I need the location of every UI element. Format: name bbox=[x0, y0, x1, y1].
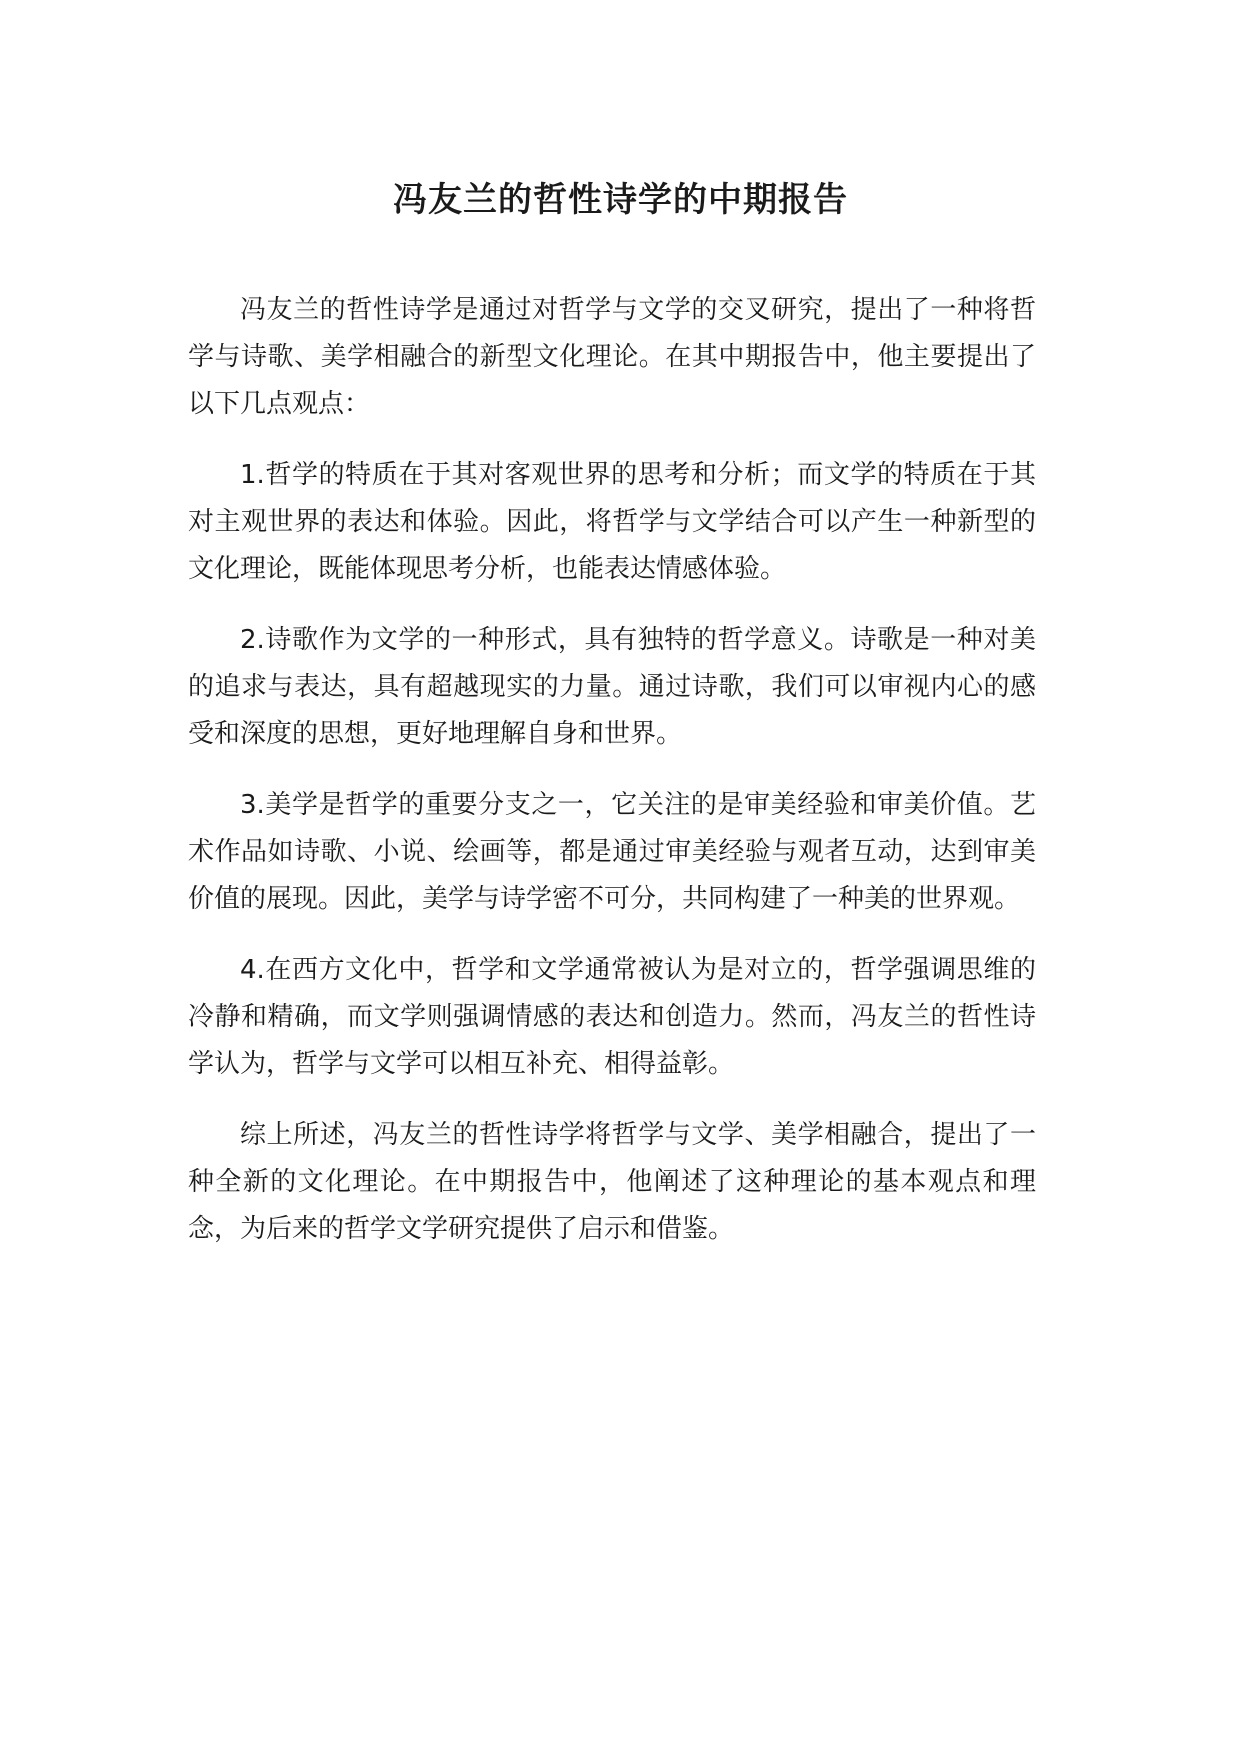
point-1-paragraph: 1.哲学的特质在于其对客观世界的思考和分析；而文学的特质在于其对主观世界的表达和体验。因此，将哲学与文学结合可以产生一种新型的文化理论，既能体现思考分析，也能表达情感体验。 bbox=[188, 460, 1036, 584]
document-body bbox=[188, 287, 1036, 1277]
point-2-paragraph: 2.诗歌作为文学的一种形式，具有独特的哲学意义。诗歌是一种对美的追求与表达，具有超越现实的力量。通过诗歌，我们可以审视内心的感受和深度的思想，更好地理解自身和世界。 bbox=[188, 625, 1036, 749]
intro-paragraph: 冯友兰的哲性诗学是通过对哲学与文学的交叉研究，提出了一种将哲学与诗歌、美学相融合的新型文化理论。在其中期报告中，他主要提出了以下几点观点： bbox=[188, 295, 1036, 419]
conclusion-paragraph: 综上所述，冯友兰的哲性诗学将哲学与文学、美学相融合，提出了一种全新的文化理论。在中期报告中，他阐述了这种理论的基本观点和理念，为后来的哲学文学研究提供了启示和借鉴。 bbox=[188, 1120, 1036, 1244]
point-4-paragraph: 4.在西方文化中，哲学和文学通常被认为是对立的，哲学强调思维的冷静和精确，而文学则强调情感的表达和创造力。然而，冯友兰的哲性诗学认为，哲学与文学可以相互补充、相得益彰。 bbox=[188, 955, 1036, 1079]
point-3-paragraph: 3.美学是哲学的重要分支之一，它关注的是审美经验和审美价值。艺术作品如诗歌、小说、绘画等，都是通过审美经验与观者互动，达到审美价值的展现。因此，美学与诗学密不可分，共同构建了一种美的世界观。 bbox=[188, 790, 1036, 914]
document-title: 冯友兰的哲性诗学的中期报告 bbox=[393, 180, 848, 220]
